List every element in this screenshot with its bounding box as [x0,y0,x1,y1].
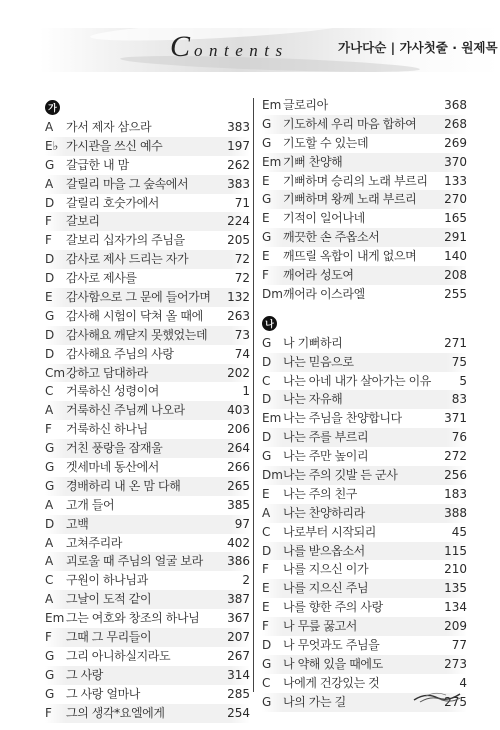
entry-page: 256 [444,468,467,483]
entry-key: F [262,562,269,577]
section-gap [262,304,467,312]
entry-page: 76 [451,430,467,445]
entry-key: D [45,195,55,210]
index-entry [262,153,467,172]
entry-key: G [45,460,55,475]
index-entry [45,382,250,401]
entry-title: 기뻐하며 승리의 노래 부르리 [283,173,428,188]
entry-page: 210 [444,562,467,577]
entry-title: 괴로울 때 주님의 얼굴 보라 [66,554,203,569]
section-badge: 가 [45,100,60,115]
entry-page: 387 [227,592,250,607]
entry-title: 갈보리 십자가의 주님을 [66,233,185,248]
index-entry [45,571,250,590]
entry-page: 4 [459,675,467,690]
entry-title: 그날이 도적 같이 [66,592,152,607]
entry-page: 269 [444,135,467,150]
entry-page: 403 [227,403,250,418]
entry-page: 183 [444,486,467,501]
entry-title: 나를 지으신 주님 [283,581,369,596]
entry-title: 갈보리 [66,214,100,229]
index-entry [45,534,250,553]
entry-page: 77 [451,638,467,653]
index-entry [262,209,467,228]
entry-page: 285 [227,686,250,701]
entry-key: A [45,176,54,191]
entry-key: Em [262,98,282,112]
entry-key: D [262,543,272,558]
entry-key: G [262,449,272,464]
entry-key: A [262,505,271,520]
entry-title: 겟세마네 동산에서 [66,460,159,475]
entry-title: 나에게 건강있는 것 [283,675,380,690]
index-entry [262,636,467,655]
entry-page: 367 [227,611,250,626]
entry-title: 나의 가는 길 [283,694,346,709]
entry-title: 거룩하신 주님께 나오라 [66,403,185,418]
entry-key: G [45,667,55,682]
entry-key: G [262,656,272,671]
entry-title: 기뻐 찬양해 [283,154,343,169]
entry-title: 기적이 일어나네 [283,211,365,226]
entry-key: C [262,675,271,690]
entry-title: 나 약해 있을 때에도 [283,656,383,671]
entry-key: C [45,573,54,588]
index-entry [45,231,250,250]
entry-key: E [45,290,53,305]
index-entry [45,156,250,175]
entry-key: F [45,214,52,229]
entry-page: 2 [242,573,250,588]
entry-title: 가시관을 쓰신 예수 [66,138,163,153]
entry-page: 271 [444,335,467,350]
entry-page: 291 [444,230,467,245]
index-entry [45,364,250,383]
index-entry [45,666,250,685]
entry-page: 140 [444,249,467,264]
entry-title: 그는 여호와 창조의 하나님 [66,611,200,626]
entry-key: G [262,230,272,245]
index-entry [45,269,250,288]
entry-page: 267 [227,648,250,663]
index-entry [262,409,467,428]
entry-title: 나는 주를 부르리 [283,430,369,445]
entry-key: Dm [262,468,283,483]
index-entry [45,326,250,345]
entry-page: 264 [227,441,250,456]
entry-title: 거친 풍랑을 잠재울 [66,441,163,456]
index-entry [262,560,467,579]
index-entry [262,285,467,304]
entry-page: 273 [444,656,467,671]
entry-title: 나 무엇과도 주님을 [283,638,380,653]
page-title [170,30,289,64]
entry-key: A [45,535,54,550]
entry-page: 386 [227,554,250,569]
entry-title: 나를 받으옵소서 [283,543,365,558]
entry-page: 255 [444,286,467,301]
index-entry [45,515,250,534]
entry-title: 나 무릎 꿇고서 [283,619,357,634]
entry-page: 266 [227,460,250,475]
entry-key: D [45,516,55,531]
entry-key: F [262,268,269,283]
index-entry [45,401,250,420]
index-entry [262,353,467,372]
entry-title: 그 사랑 [66,667,103,682]
entry-key: D [45,252,55,267]
index-entry [262,504,467,523]
entry-title: 나로부터 시작되리 [283,524,376,539]
index-entry [262,115,467,134]
index-entry [45,647,250,666]
entry-title: 나를 지으신 이가 [283,562,369,577]
entry-title: 깨끗한 손 주옵소서 [283,230,380,245]
entry-key: A [45,497,54,512]
entry-key: Em [262,411,282,426]
entry-page: 197 [227,138,250,153]
entry-page: 97 [234,516,250,531]
entry-key: G [45,478,55,493]
entry-page: 5 [459,373,467,388]
index-entry [262,655,467,674]
entry-key: D [45,271,55,286]
entry-key: E [262,211,270,226]
entry-key: E♭ [45,138,59,153]
entry-title: 거룩하신 성령이여 [66,384,159,399]
index-entry [262,266,467,285]
entry-title: 고쳐주리라 [66,535,122,550]
index-entry [45,609,250,628]
entry-page: 75 [451,354,467,369]
index-entry [45,175,250,194]
entry-title: 갈릴리 마을 그 숲속에서 [66,176,189,191]
entry-title: 경배하리 내 온 맘 다해 [66,478,181,493]
entry-key: G [262,694,272,709]
entry-title: 그의 생각*요엘에게 [66,705,165,720]
entry-page: 134 [444,600,467,615]
index-entry [45,307,250,326]
index-entry [45,496,250,515]
entry-page: 1 [242,384,250,399]
index-entry [262,134,467,153]
page-title-rest: ontents [194,41,289,60]
entry-title: 그때 그 무리들이 [66,630,152,645]
index-entry [262,466,467,485]
page-title-initial: C [170,30,195,63]
index-entry [45,590,250,609]
entry-page: 370 [444,154,467,169]
entry-page: 270 [444,192,467,207]
entry-key: C [262,373,271,388]
index-entry [45,420,250,439]
entry-title: 나는 믿음으로 [283,354,354,369]
index-entry [45,345,250,364]
entry-key: A [45,592,54,607]
entry-title: 나는 아네 내가 살아가는 이유 [283,373,431,388]
entry-page: 368 [444,98,467,112]
entry-page: 165 [444,211,467,226]
entry-page: 208 [444,268,467,283]
entry-page: 263 [227,308,250,323]
entry-title: 감사로 제사 드리는 자가 [66,252,189,267]
entry-key: A [45,554,54,569]
entry-key: F [262,619,269,634]
entry-key: F [45,233,52,248]
entry-title: 감사로 제사를 [66,271,137,286]
entry-page: 73 [234,327,250,342]
index-entry [45,477,250,496]
entry-key: Em [45,611,65,626]
entry-title: 강하고 담대하라 [66,365,148,380]
entry-title: 갈릴리 호숫가에서 [66,195,159,210]
entry-page: 383 [227,120,250,134]
entry-key: G [262,335,272,350]
footer-ornament [412,690,462,704]
entry-page: 272 [444,449,467,464]
index-entry [45,628,250,647]
entry-key: A [45,120,54,134]
entry-page: 224 [227,214,250,229]
entry-key: G [45,648,55,663]
index-entry [45,288,250,307]
index-entry [262,247,467,266]
entry-title: 기뻐하며 왕께 노래 부르리 [283,192,417,207]
index-entry [262,372,467,391]
entry-page: 72 [234,252,250,267]
entry-page: 205 [227,233,250,248]
index-entry [45,685,250,704]
index-entry [262,542,467,561]
entry-key: F [45,705,52,720]
entry-key: D [262,430,272,445]
entry-page: 268 [444,116,467,131]
entry-title: 나는 주만 높이리 [283,449,369,464]
index-entry [262,190,467,209]
entry-key: F [45,422,52,437]
entry-title: 가서 제자 삼으라 [66,120,152,134]
entry-title: 감사해 시험이 닥쳐 올 때에 [66,308,203,323]
entry-page: 275 [444,694,467,709]
entry-key: C [262,524,271,539]
entry-key: D [262,638,272,653]
page-subtitle: 가나다순 | 가사첫줄 · 원제목 [338,40,498,55]
left-column [45,96,250,723]
entry-page: 371 [444,411,467,426]
entry-key: G [262,116,272,131]
entry-page: 314 [227,667,250,682]
entry-page: 402 [227,535,250,550]
entry-title: 그 사랑 얼마나 [66,686,140,701]
entry-title: 나는 찬양하리라 [283,505,365,520]
index-entry [262,579,467,598]
index-entry [45,458,250,477]
index-entry [45,194,250,213]
index-entry [262,617,467,636]
entry-page: 388 [444,505,467,520]
entry-title: 갈급한 내 맘 [66,157,129,172]
entry-title: 나는 자유해 [283,392,343,407]
index-entry [262,598,467,617]
entry-title: 나를 향한 주의 사랑 [283,600,383,615]
entry-page: 265 [227,478,250,493]
index-entry [45,118,250,137]
entry-key: D [262,392,272,407]
entry-title: 기도할 수 있는데 [283,135,369,150]
entry-title: 나는 주의 친구 [283,486,357,501]
index-entry [262,228,467,247]
entry-page: 135 [444,581,467,596]
entry-key: Dm [262,286,283,301]
entry-page: 202 [227,365,250,380]
index-entry [45,137,250,156]
entry-key: G [262,135,272,150]
entry-key: D [45,346,55,361]
entry-page: 71 [234,195,250,210]
index-entry [262,172,467,191]
entry-title: 나 기뻐하리 [283,335,343,350]
index-entry [262,96,467,115]
entry-page: 74 [234,346,250,361]
index-entry [262,485,467,504]
entry-page: 45 [451,524,467,539]
index-entry [262,523,467,542]
entry-key: E [262,581,270,596]
entry-title: 깨뜨릴 옥합이 내게 없으며 [283,249,417,264]
right-column [262,96,467,712]
entry-page: 115 [444,543,467,558]
entry-title: 글로리아 [283,98,328,112]
entry-page: 206 [227,422,250,437]
index-entry [45,704,250,723]
entry-title: 깨어라 성도여 [283,268,354,283]
entry-title: 기도하세 우리 마음 합하여 [283,116,417,131]
entry-page: 209 [444,619,467,634]
entry-page: 132 [227,290,250,305]
entry-key: G [45,686,55,701]
entry-title: 그리 아니하실지라도 [66,648,171,663]
entry-key: E [262,249,270,264]
entry-title: 고백 [66,516,89,531]
entry-title: 거룩하신 하나님 [66,422,148,437]
entry-key: E [262,173,270,188]
index-entry [45,552,250,571]
entry-page: 133 [444,173,467,188]
entry-title: 구원이 하나님과 [66,573,148,588]
entry-key: C [45,384,54,399]
entry-key: D [45,327,55,342]
entry-title: 감사해요 깨닫지 못했었는데 [66,327,208,342]
entry-key: G [262,192,272,207]
entry-page: 72 [234,271,250,286]
entry-key: D [262,354,272,369]
entry-key: G [45,157,55,172]
entry-key: F [45,630,52,645]
entry-title: 감사함으로 그 문에 들어가며 [66,290,211,305]
entry-title: 나는 주의 깃발 든 군사 [283,468,398,483]
entry-key: A [45,403,54,418]
entry-key: G [45,308,55,323]
index-entry [262,334,467,353]
entry-title: 고개 들어 [66,497,115,512]
entry-key: Cm [45,365,66,380]
entry-title: 감사해요 주님의 사랑 [66,346,174,361]
entry-key: E [262,486,270,501]
index-entry [262,390,467,409]
entry-title: 나는 주님을 찬양합니다 [283,411,402,426]
column-divider [253,98,254,692]
entry-page: 383 [227,176,250,191]
entry-key: Em [262,154,282,169]
index-entry [45,250,250,269]
entry-key: G [45,441,55,456]
entry-page: 207 [227,630,250,645]
index-entry [45,212,250,231]
section-badge: 나 [262,316,277,331]
entry-page: 254 [227,705,250,720]
index-entry [262,447,467,466]
entry-page: 262 [227,157,250,172]
index-entry [45,439,250,458]
entry-key: E [262,600,270,615]
index-entry [262,428,467,447]
entry-page: 83 [451,392,467,407]
entry-page: 385 [227,497,250,512]
entry-title: 깨어라 이스라엘 [283,286,365,301]
